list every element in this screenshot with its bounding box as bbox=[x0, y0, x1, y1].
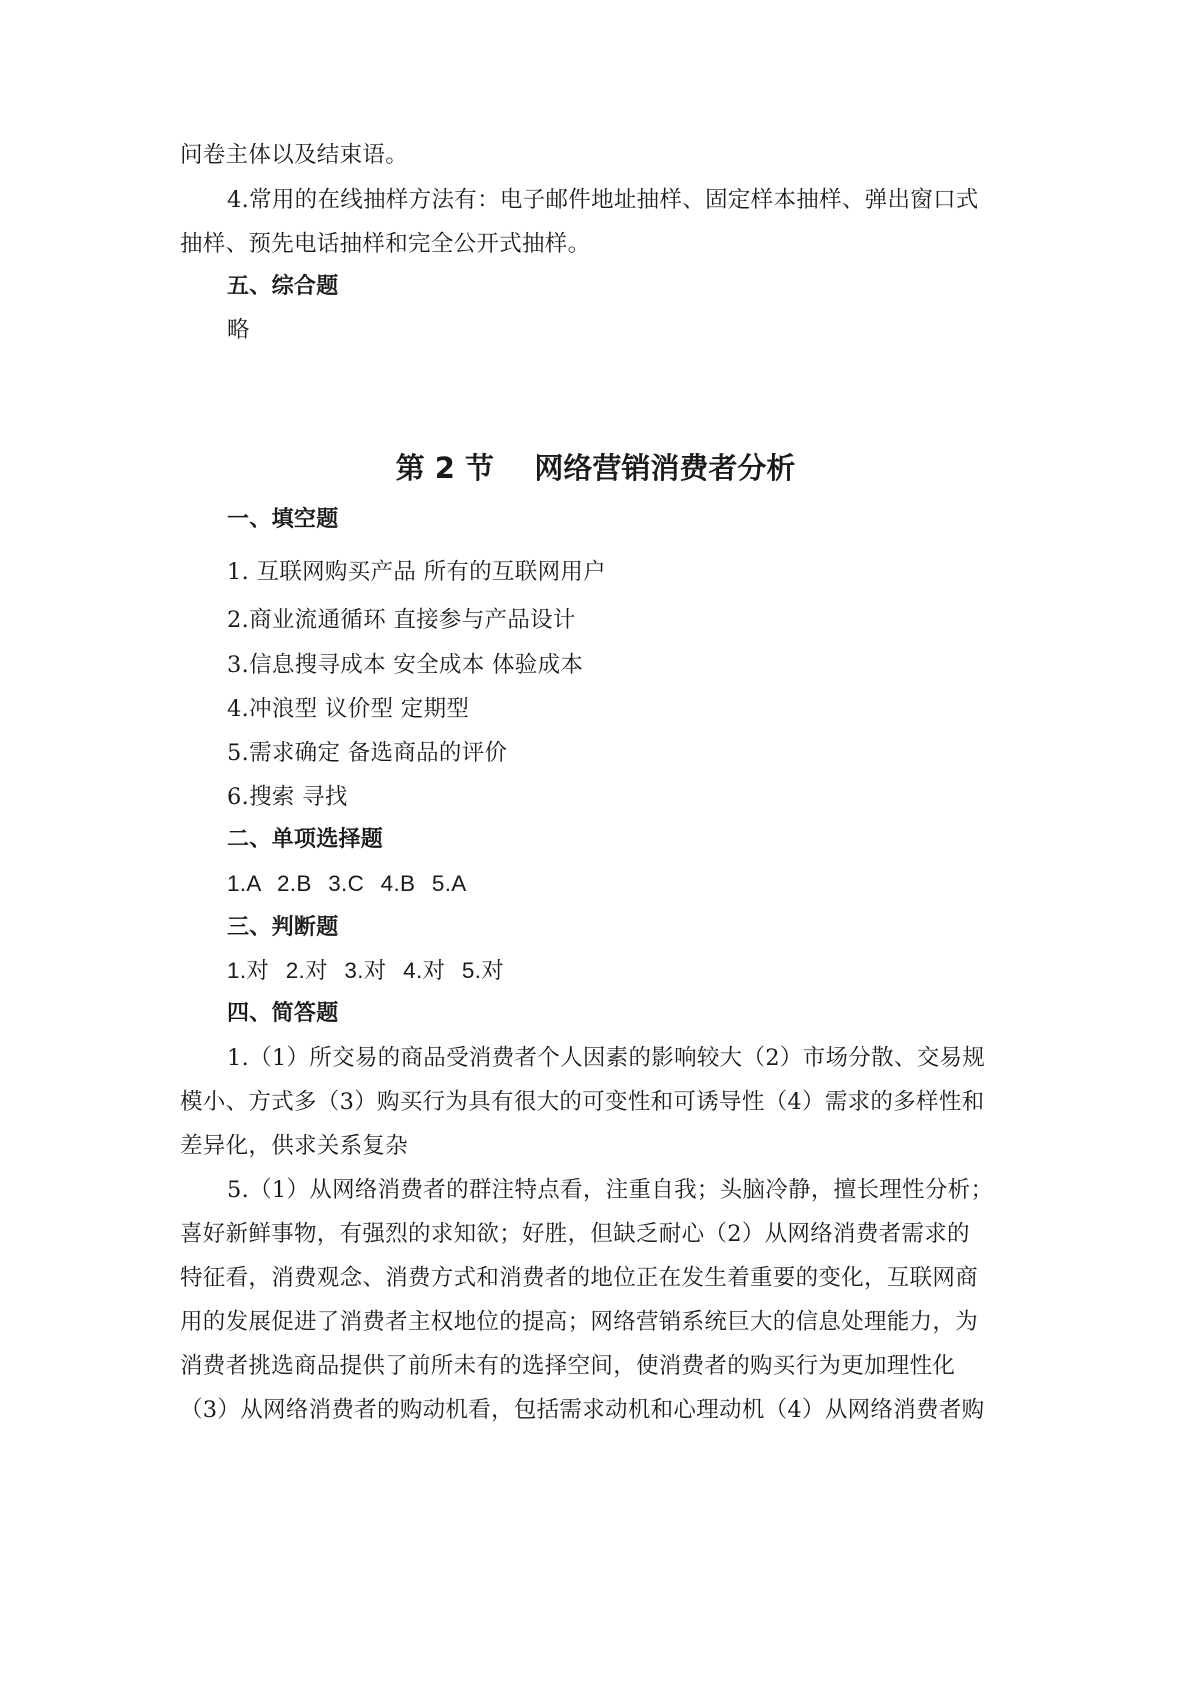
short-answer-q5-line: 特征看，消费观念、消费方式和消费者的地位正在发生着重要的变化，互联网商 bbox=[180, 1265, 979, 1291]
prev-q4-line1: 4.常用的在线抽样方法有：电子邮件地址抽样、固定样本抽样、弹出窗口式 bbox=[227, 187, 979, 213]
short-answer-q5-line: 喜好新鲜事物，有强烈的求知欲；好胜，但缺乏耐心（2）从网络消费者需求的 bbox=[180, 1221, 970, 1247]
short-answer-q5-line: 5.（1）从网络消费者的群注特点看，注重自我；头脑冷静，擅长理性分析； bbox=[227, 1177, 994, 1203]
heading-fill-blank: 一、填空题 bbox=[227, 507, 339, 532]
fill-blank-item: 3.信息搜寻成本 安全成本 体验成本 bbox=[227, 652, 584, 678]
short-answer-q1-line: 差异化，供求关系复杂 bbox=[180, 1133, 409, 1159]
fill-blank-item: 2.商业流通循环 直接参与产品设计 bbox=[227, 607, 576, 633]
short-answer-q5-line: 用的发展促进了消费者主权地位的提高；网络营销系统巨大的信息处理能力，为 bbox=[180, 1309, 979, 1335]
heading-comprehensive: 五、综合题 bbox=[227, 274, 339, 299]
fill-blank-item: 6.搜索 寻找 bbox=[227, 784, 348, 810]
short-answer-q5-line: （3）从网络消费者的购动机看，包括需求动机和心理动机（4）从网络消费者购 bbox=[180, 1397, 985, 1423]
comprehensive-answer: 略 bbox=[227, 317, 250, 343]
single-choice-answers: 1.A 2.B 3.C 4.B 5.A bbox=[227, 871, 467, 896]
true-false-answers: 1.对 2.对 3.对 4.对 5.对 bbox=[227, 958, 505, 983]
section-title: 第 2 节 网络营销消费者分析 bbox=[395, 451, 796, 485]
heading-short-answer: 四、简答题 bbox=[227, 1001, 339, 1026]
fill-blank-item: 5.需求确定 备选商品的评价 bbox=[227, 740, 508, 766]
short-answer-q1-line: 1.（1）所交易的商品受消费者个人因素的影响较大（2）市场分散、交易规 bbox=[227, 1045, 986, 1071]
heading-single-choice: 二、单项选择题 bbox=[227, 827, 384, 852]
fill-blank-item: 1. 互联网购买产品 所有的互联网用户 bbox=[227, 559, 606, 585]
prev-q3-continuation: 问卷主体以及结束语。 bbox=[180, 142, 409, 168]
short-answer-q1-line: 模小、方式多（3）购买行为具有很大的可变性和可诱导性（4）需求的多样性和 bbox=[180, 1089, 985, 1115]
fill-blank-item: 4.冲浪型 议价型 定期型 bbox=[227, 696, 470, 722]
heading-true-false: 三、判断题 bbox=[227, 915, 339, 940]
prev-q4-line2: 抽样、预先电话抽样和完全公开式抽样。 bbox=[180, 231, 591, 257]
short-answer-q5-line: 消费者挑选商品提供了前所未有的选择空间，使消费者的购买行为更加理性化 bbox=[180, 1353, 956, 1379]
